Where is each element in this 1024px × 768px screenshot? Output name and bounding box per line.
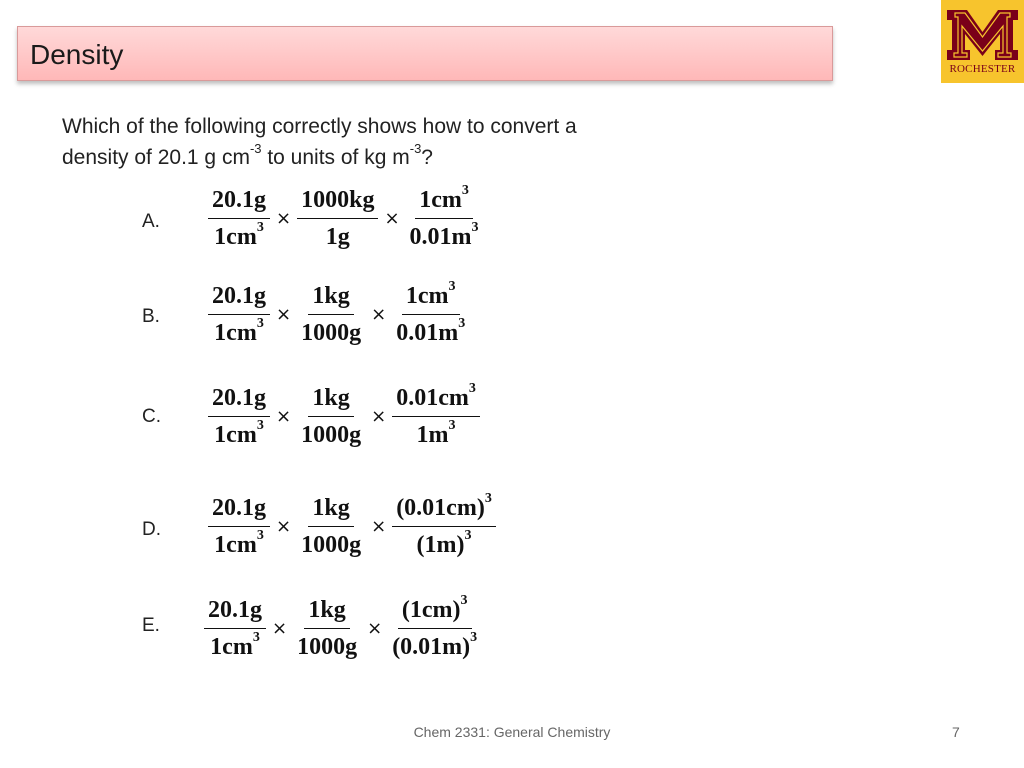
title-bar [17, 26, 833, 81]
fraction [208, 494, 270, 559]
question-line-2-end: ? [421, 146, 433, 169]
fraction [297, 282, 365, 347]
numerator: $(0.01cm)^3$ [392, 494, 496, 527]
university-logo [941, 0, 1024, 83]
numerator: 20.1g [208, 494, 270, 527]
times-sign: × [276, 516, 292, 537]
numerator: $1cm^3$ [415, 186, 473, 219]
denominator: 1000g [297, 634, 358, 660]
denominator: 1000g [301, 532, 362, 558]
logo-text: ROCHESTER [949, 63, 1016, 75]
numerator: 1000kg [297, 186, 378, 219]
denominator: $1cm^3$ [214, 316, 264, 346]
denominator: 1g [325, 224, 350, 250]
slide-title: Density [30, 39, 124, 70]
times-sign: × [276, 208, 292, 229]
fraction [392, 381, 480, 449]
times-sign: × [276, 304, 292, 325]
option-e-expression [204, 593, 481, 661]
numerator: 1kg [304, 596, 349, 629]
exponent: -3 [249, 141, 262, 156]
option-e-letter: E. [142, 615, 160, 636]
fraction [392, 491, 496, 559]
numerator: $1cm^3$ [402, 282, 460, 315]
times-sign: × [384, 208, 400, 229]
option-d-letter: D. [142, 519, 161, 540]
fraction [208, 384, 270, 449]
question-line-1: Which of the following correctly shows how to convert a [62, 115, 577, 138]
question-line-2-start: density of 20.1 g cm [62, 146, 250, 169]
fraction [388, 593, 481, 661]
fraction [208, 282, 270, 347]
times-sign: × [371, 406, 387, 427]
slide-footer: Chem 2331: General Chemistry [413, 724, 611, 740]
times-sign: × [276, 406, 292, 427]
times-sign: × [272, 618, 288, 639]
question-text [62, 111, 702, 173]
fraction [293, 596, 361, 661]
numerator: 1kg [308, 494, 353, 527]
page-number: 7 [952, 724, 960, 740]
fraction [204, 596, 266, 661]
numerator: 20.1g [208, 282, 270, 315]
fraction [297, 384, 365, 449]
question-line-2-mid: to units of kg m [261, 146, 410, 169]
fraction [392, 279, 469, 347]
option-d-expression [208, 491, 496, 559]
option-a-expression [208, 183, 483, 251]
denominator: $(1m)^3$ [416, 528, 472, 558]
times-sign: × [367, 618, 383, 639]
denominator: $1cm^3$ [214, 220, 264, 250]
denominator: 1000g [301, 422, 362, 448]
numerator: 20.1g [208, 186, 270, 219]
times-sign: × [371, 304, 387, 325]
fraction [297, 494, 365, 559]
fraction [406, 183, 483, 251]
numerator: $0.01cm^3$ [392, 384, 480, 417]
denominator: 1000g [301, 320, 362, 346]
denominator: $1m^3$ [416, 418, 456, 448]
option-b-expression [208, 279, 469, 347]
numerator: 1kg [308, 384, 353, 417]
denominator: $0.01m^3$ [409, 220, 479, 250]
denominator: $1cm^3$ [214, 528, 264, 558]
option-c-letter: C. [142, 406, 161, 427]
denominator: $1cm^3$ [210, 630, 260, 660]
times-sign: × [371, 516, 387, 537]
option-c-expression [208, 381, 480, 449]
option-a-letter: A. [142, 211, 160, 232]
option-b-letter: B. [142, 306, 160, 327]
fraction [208, 186, 270, 251]
numerator: $(1cm)^3$ [398, 596, 472, 629]
m-logo-icon [945, 6, 1020, 62]
exponent: -3 [409, 141, 422, 156]
numerator: 1kg [308, 282, 353, 315]
numerator: 20.1g [208, 384, 270, 417]
denominator: $(0.01m)^3$ [392, 630, 478, 660]
denominator: $1cm^3$ [214, 418, 264, 448]
denominator: $0.01m^3$ [396, 316, 466, 346]
numerator: 20.1g [204, 596, 266, 629]
fraction [297, 186, 378, 251]
